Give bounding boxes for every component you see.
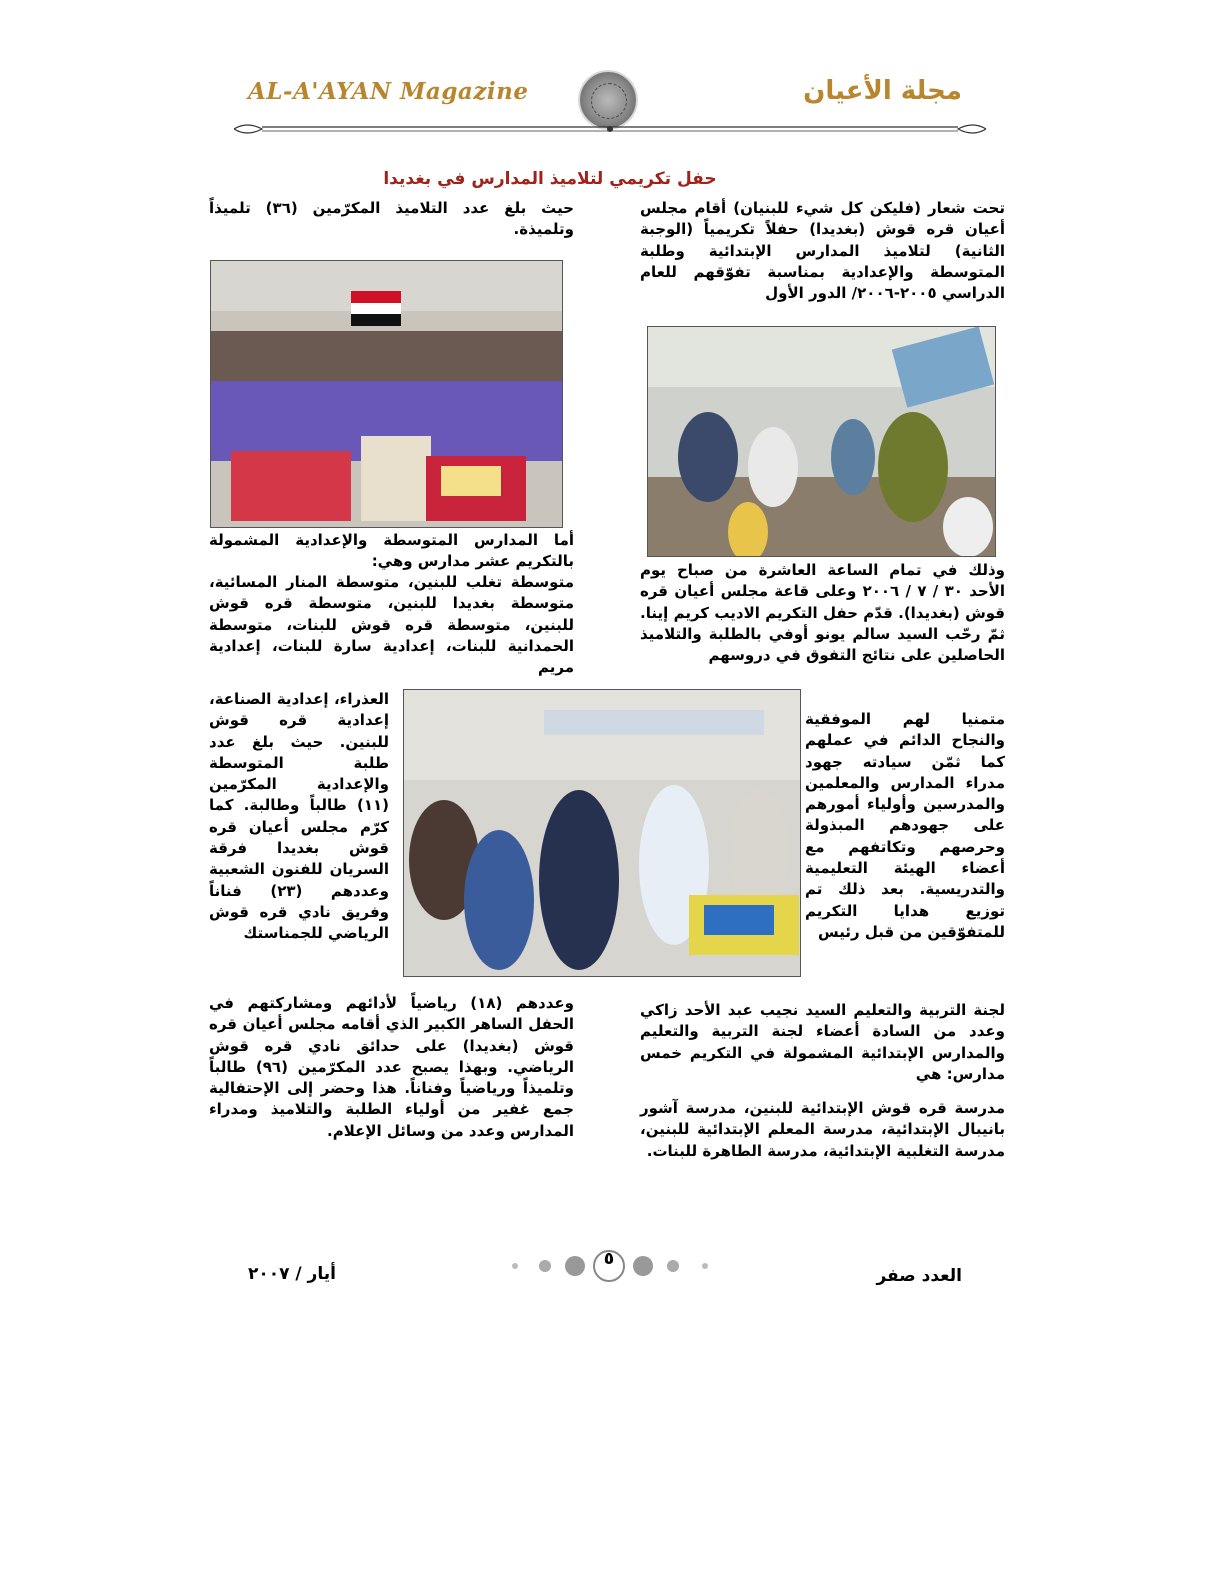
- right-paragraph-ceremony: وذلك في تمام الساعة العاشرة من صباح يوم الأحد ٣٠ / ٧ / ٢٠٠٦ وعلى قاعة مجلس أعيان قره قوش (بغديدا). قدّم حفل التكريم الاديب كريم إينا. ثمّ رحّب السيد سالم يونو أوفي بالطلبة والتلاميذ الحاصلين على نتائج التفوق في دروسهم: [640, 561, 1006, 665]
- photo-students-audience: [210, 260, 563, 528]
- issue-label: العدد صفر: [876, 1266, 962, 1286]
- photo-award-ceremony: [647, 326, 996, 557]
- page-number: ٥: [603, 1249, 615, 1269]
- right-paragraph-narrow: متمنيا لهم الموفقية والنجاح الدائم في عملهم كما ثمّن سيادته جهود مدراء المدارس والمعلمين والمدرسين وأولياء أمورهم على جهودهم المبذولة وحرصهم وتكاتفهم مع أعضاء الهيئة التعليمية والتدريسية. بعد ذلك تم توزيع هدايا التكريم للمتفوّقين من قبل رئيس: [805, 710, 1005, 941]
- left-paragraph-narrow: العذراء، إعدادية الصناعة، إعدادية قره قوش للبنين. حيث بلغ عدد طلبة المتوسطة والإعدادية المكرّمين (١١) طالباً وطالبة. كما كرّم مجلس أعيان قره قوش بغديدا فرقة السريان للفنون الشعبية وعددهم (٢٣) فناناً وفريق نادي قره قوش الرياضي للجمناستك: [209, 690, 389, 943]
- article-title: حفل تكريمي لتلاميذ المدارس في بغديدا: [383, 169, 717, 189]
- left-paragraph-middle-schools: أما المدارس المتوسطة والإعدادية المشمولة بالتكريم عشر مدارس وهي:: [209, 531, 574, 571]
- photo-gift-distribution: [403, 689, 801, 977]
- magazine-title-arabic: مجلة الأعيان: [803, 76, 962, 106]
- right-paragraph-committee: لجنة التربية والتعليم السيد نجيب عبد الأحد زاكي وعدد من السادة أعضاء لجنة التربية والتعليم والمدارس الإبتدائية المشمولة في التكريم خمس مدارس: هي: [640, 1001, 1005, 1083]
- header-ornamental-rule: [232, 119, 988, 139]
- right-paragraph-intro: تحت شعار (فليكن كل شيء للبنيان) أقام مجلس أعيان قره قوش (بغديدا) حفلاً تكريمياً (الوجبة الثانية) لتلاميذ المدارس الإبتدائية وطلبة المتوسطة والإعدادية بمناسبة تفوّقهم للعام الدراسي ٢٠٠٥-٢٠٠٦/ الدور الأول: [640, 199, 1005, 303]
- magazine-title-latin: AL-A'AYAN Magazine: [248, 78, 529, 105]
- left-paragraph-school-list: متوسطة تغلب للبنين، متوسطة المنار المسائية، متوسطة بغديدا للبنين، متوسطة قره قوش للبنين، متوسطة قره قوش للبنات، متوسطة الحمدانية للبنات، إعدادية سارة للبنات، إعدادية مريم: [209, 573, 574, 677]
- left-paragraph-students-count: حيث بلغ عدد التلاميذ المكرّمين (٣٦) تلميذاً وتلميذة.: [209, 199, 574, 239]
- right-paragraph-schools: مدرسة قره قوش الإبتدائية للبنين، مدرسة آشور بانيبال الإبتدائية، مدرسة المعلم الإبتدائية للبنين، مدرسة التغلبية الإبتدائية، مدرسة الطاهرة للبنات.: [640, 1099, 1005, 1160]
- left-paragraph-closing: وعددهم (١٨) رياضياً لأدائهم ومشاركتهم في الحفل الساهر الكبير الذي أقامه مجلس أعيان قره قوش (بغديدا) على حدائق نادي قره قوش الرياضي. وبهذا يصبح عدد المكرّمين (٩٦) طالباً وتلميذاً ورياضياً وفناناً. هذا وحضر إلى الإحتفالية جمع غفير من أولياء الطلبة والتلاميذ ومدراء المدارس وعدد من وسائل الإعلام.: [209, 994, 574, 1140]
- issue-date: أيار / ٢٠٠٧: [248, 1264, 336, 1284]
